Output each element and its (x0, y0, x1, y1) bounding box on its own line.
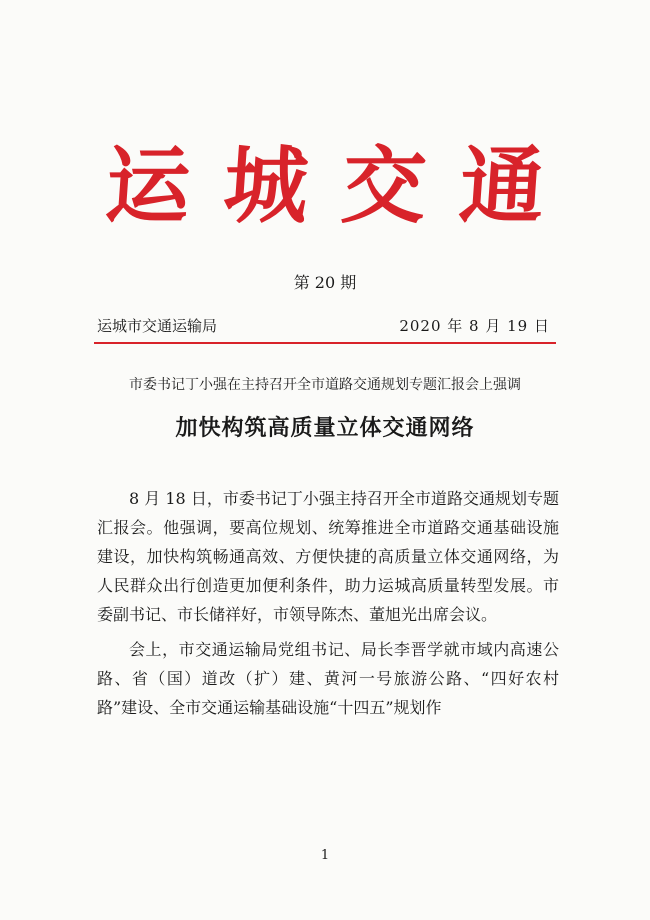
issue-date: 2020 年 8 月 19 日 (399, 317, 550, 335)
article-paragraph: 8 月 18 日，市委书记丁小强主持召开全市道路交通规划专题汇报会。他强调，要高位规划、统筹推进全市道路交通基础设施建设，加快构筑畅通高效、方便快捷的高质量立体交通网络，为人民群众出行创造更加便利条件，助力运城高质量转型发展。市委副书记、市长储祥好，市领导陈杰、董旭光出席会议。 (97, 489, 559, 624)
masthead-title: 运城交通 (102, 136, 582, 235)
article-paragraph: 会上，市交通运输局党组书记、局长李晋学就市域内高速公路、省（国）道改（扩）建、黄河一号旅游公路、“四好农村路”建设、全市交通运输基础设施“十四五”规划作 (97, 640, 559, 717)
article-body (97, 484, 559, 728)
article-subtitle: 市委书记丁小强在主持召开全市道路交通规划专题汇报会上强调 (129, 377, 521, 393)
red-divider-line (94, 342, 556, 344)
issue-number: 第 20 期 (293, 273, 357, 292)
article-headline: 加快构筑高质量立体交通网络 (175, 415, 475, 441)
issuing-department: 运城市交通运输局 (97, 317, 218, 335)
page-number: 1 (320, 848, 330, 863)
